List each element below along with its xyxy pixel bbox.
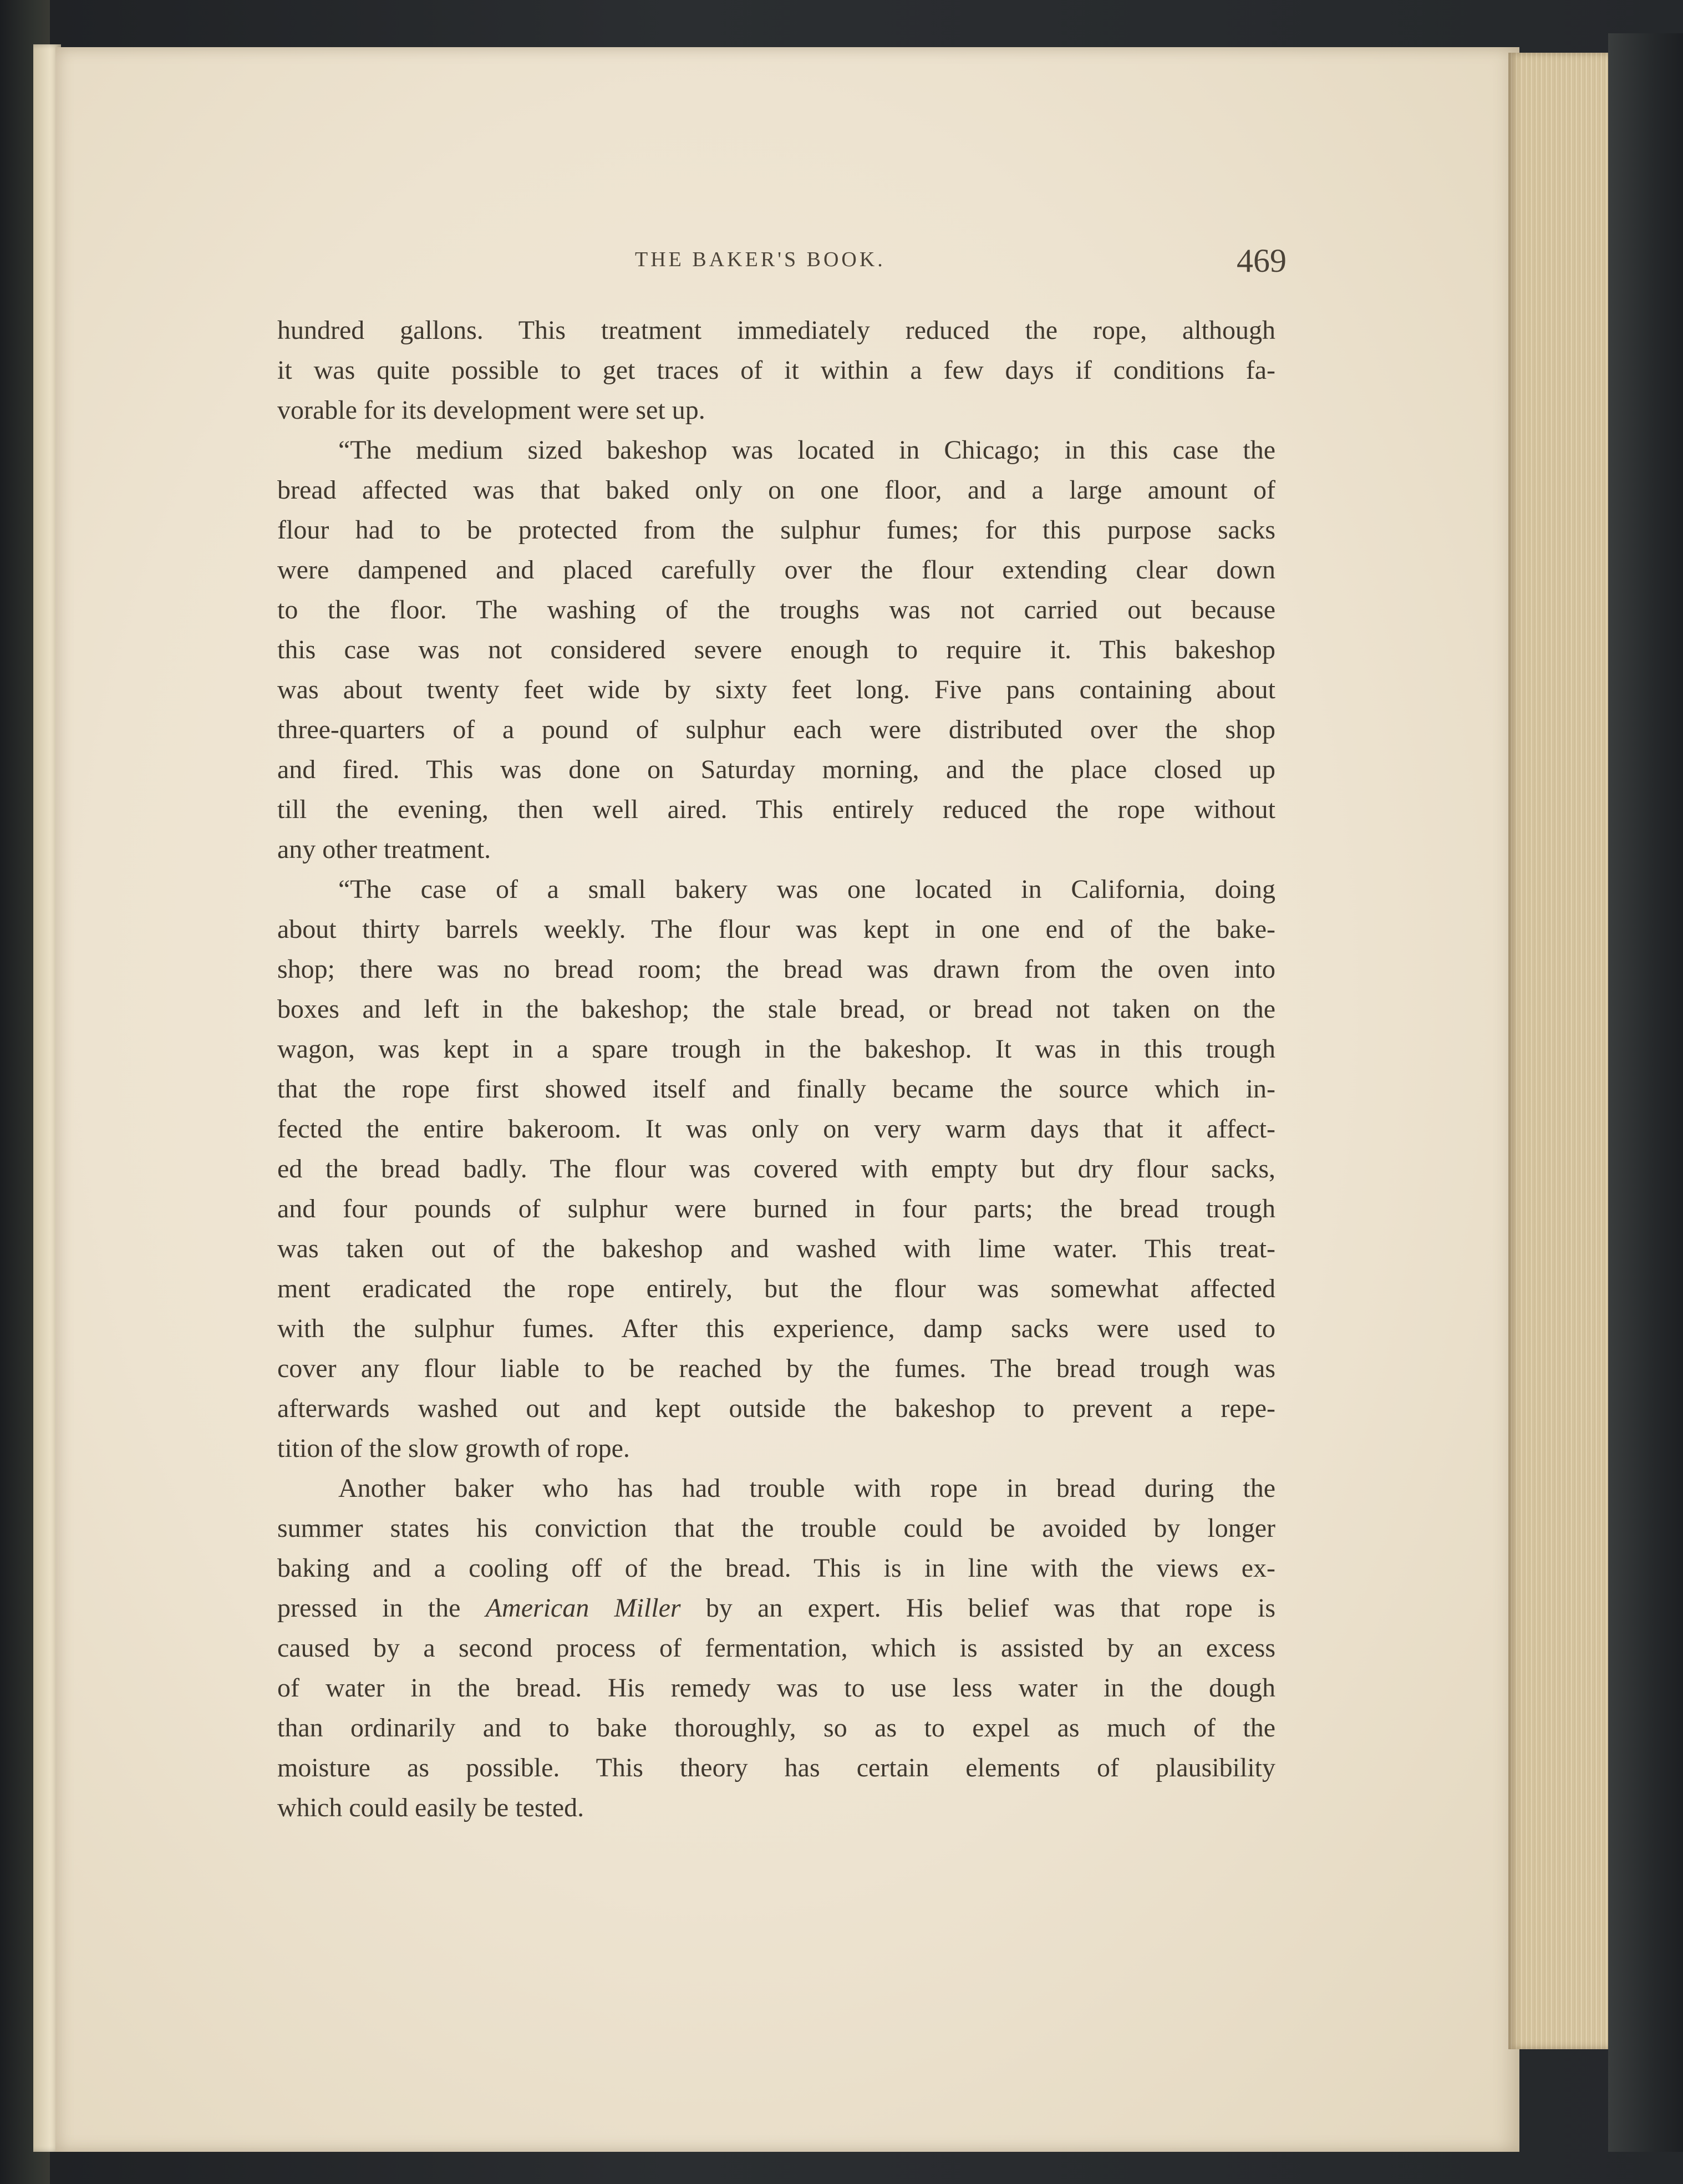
text-line: about thirty barrels weekly. The flour was kept in one end of the bake- bbox=[277, 915, 1275, 944]
text-line: wagon, was kept in a spare trough in the bakeshop. It was in this trough bbox=[277, 1034, 1275, 1064]
text-line: shop; there was no bread room; the bread was drawn from the oven into bbox=[277, 954, 1275, 984]
text-line: and four pounds of sulphur were burned in four parts; the bread trough bbox=[277, 1194, 1275, 1223]
text-line: Another baker who has had trouble with rope in bread during the bbox=[338, 1474, 1275, 1503]
text-run: by an expert. His belief was that rope is bbox=[680, 1593, 1276, 1623]
text-line: till the evening, then well aired. This entirely reduced the rope without bbox=[277, 795, 1275, 824]
text-line: caused by a second process of fermentation, which is assisted by an excess bbox=[277, 1633, 1275, 1663]
text-line: than ordinarily and to bake thoroughly, so as to expel as much of the bbox=[277, 1713, 1275, 1743]
text-line: boxes and left in the bakeshop; the stale bread, or bread not taken on the bbox=[277, 994, 1275, 1024]
text-line: baking and a cooling off of the bread. This is in line with the views ex- bbox=[277, 1553, 1275, 1583]
text-run: pressed in the bbox=[277, 1593, 486, 1623]
text-line: afterwards washed out and kept outside the bakeshop to prevent a repe- bbox=[277, 1394, 1275, 1423]
page-number: 469 bbox=[1237, 242, 1287, 279]
text-line: three-quarters of a pound of sulphur each were distributed over the shop bbox=[277, 715, 1275, 744]
text-line: and fired. This was done on Saturday morning, and the place closed up bbox=[277, 755, 1275, 784]
text-line: hundred gallons. This treatment immediately reduced the rope, although bbox=[277, 316, 1275, 345]
text-line: were dampened and placed carefully over the flour extending clear down bbox=[277, 555, 1275, 585]
text-line: vorable for its development were set up. bbox=[277, 395, 705, 425]
text-line: which could easily be tested. bbox=[277, 1793, 584, 1822]
text-line: ment eradicated the rope entirely, but the flour was somewhat affected bbox=[277, 1274, 1275, 1303]
text-line: this case was not considered severe enough to require it. This bakeshop bbox=[277, 635, 1275, 664]
text-line: “The medium sized bakeshop was located in Chicago; in this case the bbox=[338, 435, 1275, 465]
text-line: cover any flour liable to be reached by the fumes. The bread trough was bbox=[277, 1354, 1275, 1383]
text-line: fected the entire bakeroom. It was only on very warm days that it affect- bbox=[277, 1114, 1275, 1144]
right-cover bbox=[1608, 33, 1683, 2152]
text-line: to the floor. The washing of the troughs was not carried out because bbox=[277, 595, 1275, 624]
text-line: tition of the slow growth of rope. bbox=[277, 1434, 630, 1463]
text-line: was taken out of the bakeshop and washed with lime water. This treat- bbox=[277, 1234, 1275, 1263]
text-line: of water in the bread. His remedy was to use less water in the dough bbox=[277, 1673, 1275, 1703]
text-line: flour had to be protected from the sulphur fumes; for this purpose sacks bbox=[277, 515, 1275, 545]
text-line: was about twenty feet wide by sixty feet long. Five pans containing about bbox=[277, 675, 1275, 704]
text-line: any other treatment. bbox=[277, 835, 491, 864]
italic-title: American Miller bbox=[485, 1593, 681, 1623]
text-line: ed the bread badly. The flour was covered with empty but dry flour sacks, bbox=[277, 1154, 1275, 1184]
text-line-with-italic bbox=[277, 1588, 1275, 1628]
text-line: it was quite possible to get traces of it within a few days if conditions fa- bbox=[277, 355, 1275, 385]
running-head bbox=[277, 242, 1287, 286]
body-text bbox=[277, 311, 1275, 1828]
text-line: that the rope first showed itself and finally became the source which in- bbox=[277, 1074, 1275, 1104]
text-line: “The case of a small bakery was one located in California, doing bbox=[338, 875, 1275, 904]
text-line: moisture as possible. This theory has certain elements of plausibility bbox=[277, 1753, 1275, 1782]
text-line: summer states his conviction that the trouble could be avoided by longer bbox=[277, 1513, 1275, 1543]
running-title: THE BAKER'S BOOK. bbox=[635, 248, 886, 271]
text-line: with the sulphur fumes. After this experience, damp sacks were used to bbox=[277, 1314, 1275, 1343]
text-line: bread affected was that baked only on one floor, and a large amount of bbox=[277, 475, 1275, 505]
